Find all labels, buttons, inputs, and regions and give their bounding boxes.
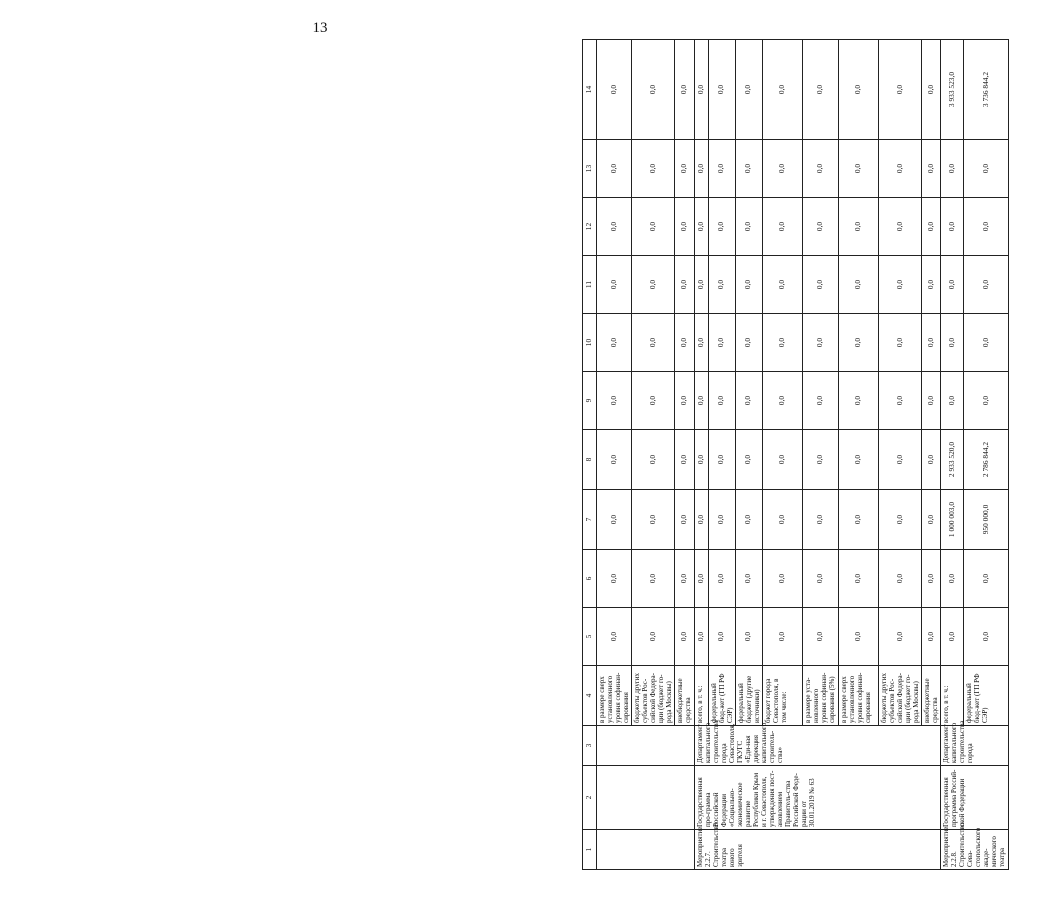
value-cell: 0,0 <box>675 140 694 198</box>
value-cell: 0,0 <box>735 314 762 372</box>
value-cell: 0,0 <box>694 608 708 666</box>
program-cell: Государственная программа Россий-ской Федерации <box>941 766 1008 830</box>
value-cell: 0,0 <box>922 140 941 198</box>
value-cell: 0,0 <box>735 256 762 314</box>
value-cell: 0,0 <box>632 140 675 198</box>
value-cell: 0,0 <box>597 430 632 490</box>
value-cell: 0,0 <box>922 198 941 256</box>
executor-cell: Департамент капитального строительства города <box>941 726 1008 766</box>
value-cell: 0,0 <box>838 198 878 256</box>
funding-source-cell: бюджеты других субъектов Рос-сийской Федера-ции (бюджет го-рода Москвы) <box>878 666 921 726</box>
funding-source-cell: бюджеты других субъектов Рос-сийской Федера-ции (бюджет го-рода Москвы) <box>632 666 675 726</box>
value-cell: 1 000 003,0 <box>941 490 964 550</box>
value-cell: 0,0 <box>941 140 964 198</box>
measure-name-cell: Мероприятие 2.2.7. Строительство театра юного зрителя <box>694 830 941 870</box>
value-cell: 0,0 <box>632 490 675 550</box>
column-number: 10 <box>583 314 597 372</box>
value-cell: 0,0 <box>762 608 802 666</box>
value-cell: 0,0 <box>735 40 762 140</box>
column-number: 1 <box>583 830 597 870</box>
column-number: 3 <box>583 726 597 766</box>
value-cell: 0,0 <box>762 490 802 550</box>
funding-source-cell: в размере сверх установленного уровня софинан-сирования <box>597 666 632 726</box>
value-cell: 0,0 <box>838 256 878 314</box>
value-cell: 0,0 <box>762 372 802 430</box>
value-cell: 0,0 <box>941 198 964 256</box>
value-cell: 0,0 <box>735 608 762 666</box>
value-cell: 0,0 <box>708 490 735 550</box>
column-number: 7 <box>583 490 597 550</box>
column-number: 6 <box>583 550 597 608</box>
value-cell: 0,0 <box>922 256 941 314</box>
value-cell: 0,0 <box>735 430 762 490</box>
value-cell: 0,0 <box>675 314 694 372</box>
value-cell: 0,0 <box>675 40 694 140</box>
value-cell: 0,0 <box>675 550 694 608</box>
value-cell: 0,0 <box>735 490 762 550</box>
value-cell: 0,0 <box>708 608 735 666</box>
funding-source-cell: всего, в т. ч.: <box>941 666 964 726</box>
value-cell: 0,0 <box>708 314 735 372</box>
value-cell: 0,0 <box>838 430 878 490</box>
value-cell: 0,0 <box>802 550 838 608</box>
page-number: 13 <box>312 20 328 36</box>
value-cell: 0,0 <box>694 140 708 198</box>
value-cell: 0,0 <box>735 372 762 430</box>
value-cell: 2 933 520,0 <box>941 430 964 490</box>
value-cell: 0,0 <box>694 430 708 490</box>
value-cell: 0,0 <box>941 314 964 372</box>
value-cell: 0,0 <box>597 256 632 314</box>
value-cell: 0,0 <box>632 550 675 608</box>
table-row <box>941 40 964 870</box>
executor-cell <box>597 726 695 766</box>
funding-source-cell: в размере уста-новленного уровня софинан-сирования (5%) <box>802 666 838 726</box>
column-number: 11 <box>583 256 597 314</box>
value-cell: 0,0 <box>922 608 941 666</box>
value-cell: 0,0 <box>694 198 708 256</box>
value-cell: 0,0 <box>735 550 762 608</box>
value-cell: 0,0 <box>878 490 921 550</box>
value-cell: 0,0 <box>838 140 878 198</box>
value-cell: 0,0 <box>597 314 632 372</box>
value-cell: 0,0 <box>597 608 632 666</box>
funding-source-cell: федеральный бюд-жет (ГП РФ СЭР) <box>708 666 735 726</box>
rotated-table-container <box>582 0 1062 867</box>
value-cell: 0,0 <box>762 430 802 490</box>
value-cell: 0,0 <box>838 608 878 666</box>
value-cell: 0,0 <box>878 372 921 430</box>
value-cell: 0,0 <box>708 256 735 314</box>
column-number: 9 <box>583 372 597 430</box>
value-cell: 0,0 <box>694 490 708 550</box>
value-cell: 0,0 <box>838 550 878 608</box>
value-cell: 0,0 <box>838 490 878 550</box>
table-row <box>597 40 632 870</box>
funding-source-cell: федеральный бюджет (другие источники) <box>735 666 762 726</box>
budget-table <box>582 39 1009 870</box>
value-cell: 0,0 <box>838 40 878 140</box>
column-number: 8 <box>583 430 597 490</box>
value-cell: 0,0 <box>632 198 675 256</box>
value-cell: 0,0 <box>762 314 802 372</box>
value-cell: 0,0 <box>878 550 921 608</box>
measure-name-cell: Мероприятие 2.2.8. Строительство Сева-стопольского акаде-мического театра <box>941 830 1008 870</box>
value-cell: 0,0 <box>922 372 941 430</box>
value-cell: 0,0 <box>878 608 921 666</box>
value-cell: 0,0 <box>762 256 802 314</box>
value-cell: 0,0 <box>922 430 941 490</box>
value-cell: 0,0 <box>941 550 964 608</box>
value-cell: 0,0 <box>597 140 632 198</box>
value-cell: 0,0 <box>802 430 838 490</box>
value-cell: 0,0 <box>878 198 921 256</box>
value-cell: 0,0 <box>878 256 921 314</box>
value-cell: 0,0 <box>941 608 964 666</box>
value-cell: 0,0 <box>802 372 838 430</box>
value-cell: 0,0 <box>838 314 878 372</box>
value-cell: 0,0 <box>922 550 941 608</box>
value-cell: 0,0 <box>922 40 941 140</box>
value-cell: 0,0 <box>694 372 708 430</box>
funding-source-cell: в размере сверх установленного уровня софинан-сирования <box>838 666 878 726</box>
value-cell: 0,0 <box>735 140 762 198</box>
value-cell: 0,0 <box>632 314 675 372</box>
value-cell: 0,0 <box>802 140 838 198</box>
value-cell: 0,0 <box>878 314 921 372</box>
value-cell: 0,0 <box>675 430 694 490</box>
value-cell: 0,0 <box>675 608 694 666</box>
value-cell: 3 933 523,0 <box>941 40 964 140</box>
column-number: 12 <box>583 198 597 256</box>
value-cell: 0,0 <box>964 608 1008 666</box>
value-cell: 0,0 <box>694 314 708 372</box>
value-cell: 0,0 <box>708 372 735 430</box>
value-cell: 0,0 <box>708 550 735 608</box>
value-cell: 0,0 <box>762 550 802 608</box>
value-cell: 0,0 <box>941 372 964 430</box>
value-cell: 0,0 <box>964 140 1008 198</box>
funding-source-cell: внебюджетные средства <box>675 666 694 726</box>
value-cell: 0,0 <box>708 430 735 490</box>
column-number: 14 <box>583 40 597 140</box>
value-cell: 0,0 <box>878 40 921 140</box>
value-cell: 0,0 <box>597 198 632 256</box>
value-cell: 0,0 <box>597 372 632 430</box>
value-cell: 0,0 <box>878 140 921 198</box>
value-cell: 0,0 <box>735 198 762 256</box>
value-cell: 0,0 <box>675 372 694 430</box>
value-cell: 0,0 <box>675 256 694 314</box>
value-cell: 0,0 <box>922 490 941 550</box>
value-cell: 0,0 <box>708 140 735 198</box>
value-cell: 2 786 844,2 <box>964 430 1008 490</box>
value-cell: 0,0 <box>597 490 632 550</box>
column-number: 2 <box>583 766 597 830</box>
value-cell: 0,0 <box>802 314 838 372</box>
value-cell: 950 000,0 <box>964 490 1008 550</box>
value-cell: 0,0 <box>762 40 802 140</box>
value-cell: 0,0 <box>964 372 1008 430</box>
funding-source-cell: бюджет города Севастополя, в том числе: <box>762 666 802 726</box>
value-cell: 0,0 <box>964 550 1008 608</box>
value-cell: 0,0 <box>802 256 838 314</box>
table-row <box>694 40 708 870</box>
value-cell: 0,0 <box>941 256 964 314</box>
value-cell: 0,0 <box>597 550 632 608</box>
value-cell: 0,0 <box>632 430 675 490</box>
value-cell: 0,0 <box>802 40 838 140</box>
executor-cell: Департамент капитального строительства города Севастополя, ГКУГС «Еди-ная дирекция капитального строитель-ства» <box>694 726 941 766</box>
value-cell: 3 736 844,2 <box>964 40 1008 140</box>
value-cell: 0,0 <box>632 256 675 314</box>
program-cell: Государственная про-грамма Российской Федерации «Социально-экономическое развитие Республики Крым и г. Севастополя, утверждения пост-ановлением Правитель-ства Российской Феде-рации от 30.01.2019 № 63 <box>694 766 941 830</box>
value-cell: 0,0 <box>708 198 735 256</box>
header-row <box>583 40 597 870</box>
value-cell: 0,0 <box>964 256 1008 314</box>
value-cell: 0,0 <box>802 490 838 550</box>
value-cell: 0,0 <box>838 372 878 430</box>
measure-name-cell <box>597 830 695 870</box>
funding-source-cell: внебюджетные средства <box>922 666 941 726</box>
value-cell: 0,0 <box>802 608 838 666</box>
value-cell: 0,0 <box>762 198 802 256</box>
value-cell: 0,0 <box>802 198 838 256</box>
column-number: 4 <box>583 666 597 726</box>
value-cell: 0,0 <box>878 430 921 490</box>
funding-source-cell: всего, в т. ч.: <box>694 666 708 726</box>
value-cell: 0,0 <box>964 198 1008 256</box>
value-cell: 0,0 <box>922 314 941 372</box>
value-cell: 0,0 <box>632 608 675 666</box>
column-number: 5 <box>583 608 597 666</box>
value-cell: 0,0 <box>675 490 694 550</box>
value-cell: 0,0 <box>694 256 708 314</box>
value-cell: 0,0 <box>597 40 632 140</box>
funding-source-cell: федеральный бюд-жет (ГП РФ СЭР) <box>964 666 1008 726</box>
value-cell: 0,0 <box>675 198 694 256</box>
value-cell: 0,0 <box>632 372 675 430</box>
value-cell: 0,0 <box>708 40 735 140</box>
program-cell <box>597 766 695 830</box>
column-number: 13 <box>583 140 597 198</box>
value-cell: 0,0 <box>632 40 675 140</box>
value-cell: 0,0 <box>694 550 708 608</box>
value-cell: 0,0 <box>762 140 802 198</box>
value-cell: 0,0 <box>964 314 1008 372</box>
value-cell: 0,0 <box>694 40 708 140</box>
